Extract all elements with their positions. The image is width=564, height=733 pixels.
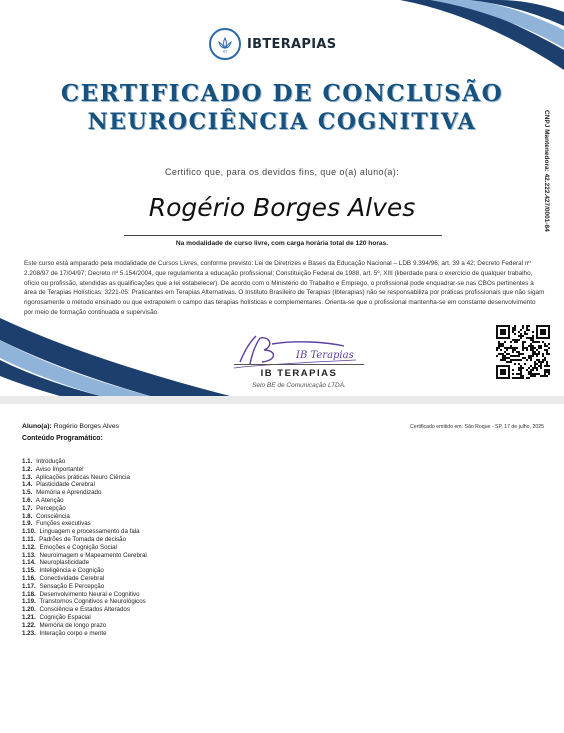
qr-code xyxy=(496,325,550,379)
brand-logo xyxy=(209,26,336,62)
list-item: 1.10. Linguagem e processamento da fala xyxy=(22,528,140,536)
signature-text: IB Terapias xyxy=(296,350,354,361)
certificate-subtitle: NEUROCIÊNCIA COGNITIVA xyxy=(87,109,477,135)
page-separator xyxy=(0,396,564,404)
list-item: 1.23. Interação corpo e mente xyxy=(22,629,107,637)
course-modality: Na modalidade de curso livre, com carga horária total de 120 horas. xyxy=(175,240,389,247)
aluno-label: Aluno(a): xyxy=(22,423,52,430)
list-item: 1.16. Conectividade Cerebral xyxy=(22,574,105,582)
aluno-name: Rogério Borges Alves xyxy=(53,423,120,430)
signature-caption: Selo BE de Comunicação LTDA. xyxy=(252,382,346,389)
list-item: 1.2. Aviso Importante! xyxy=(22,465,84,473)
list-item: 1.6. A Atenção xyxy=(22,496,64,504)
list-item: 1.7. Percepção xyxy=(22,504,66,512)
list-item: 1.8. Consciência xyxy=(22,512,70,520)
certificate-title: CERTIFICADO DE CONCLUSÃO xyxy=(60,80,504,107)
list-item: 1.18. Desenvolvimento Neural e Cognitivo xyxy=(22,590,140,598)
list-item: 1.4. Plasticidade Cerebral xyxy=(22,481,95,489)
list-item: 1.9. Funções executivas xyxy=(22,520,91,528)
back-student xyxy=(22,423,119,430)
lotus-icon xyxy=(209,28,241,60)
signature-script xyxy=(226,332,376,372)
list-item: 1.17. Sensação E Percepção xyxy=(22,582,105,590)
syllabus-list xyxy=(22,458,147,637)
cnpj-text: CNPJ Mantenedora: 42.222.427/0001-84 xyxy=(543,110,550,232)
list-item: 1.21. Cognição Espacial xyxy=(22,613,91,621)
list-item: 1.12. Emoções e Cognição Social xyxy=(22,543,117,551)
list-item: 1.11. Padrões de Tomada de decisão xyxy=(22,535,127,543)
signature-line xyxy=(234,364,364,365)
name-underline xyxy=(124,235,442,236)
list-item: 1.13. Neuroimagem e Mapeamento Cerebral xyxy=(22,551,147,559)
list-item: 1.3. Aplicações práticas Neuro Ciência xyxy=(22,473,130,481)
list-item: 1.22. Memória de longo prazo xyxy=(22,621,107,629)
list-item: 1.1. Introdução xyxy=(22,458,66,465)
syllabus-heading: Conteúdo Programático: xyxy=(22,435,103,442)
logo-text: IBTERAPIAS xyxy=(247,36,337,52)
list-item: 1.14. Neuroplasticidade xyxy=(22,559,90,567)
logo-small-text: IBT xyxy=(222,49,228,54)
student-name: Rogério Borges Alves xyxy=(148,193,416,222)
list-item: 1.15. Inteligência e Cognição xyxy=(22,567,104,575)
legal-text: Este curso está amparado pela modalidade de Cursos Livres, conforme previsto: Lei de Diretrizes e Bases da Educação Nacional – LDB 9.394/96, art. 39 a 42; Decreto Federal nº 2.208/97 de 17/04/97; Decreto nº 5.154/2004, que regulamenta a educação profissional; Constituição Federal de 1988, art. 5º, XIII (liberdade para o exercício de qualquer trabalho, ofício ou profissão, atendidas as qualificações que a lei estabelecer). De acordo com o Ministério do Trabalho e Emprego, o profissional pode enquadrar-se nas CBOs pertinentes à área de Terapias Holísticas: 3221-05: Praticantes em Terapias Alternativas. O Instituto Brasileiro de Terapias (Ibterapias) não se responsabiliza por práticas profissionais que não sigam rigorosamente o método ensinado ou que extrapolem o campo das terapias holísticas e complementares. Orienta-se que o profissional mantenha-se em constante desenvolvimento por meio de formação continuada e supervisão. xyxy=(24,260,545,316)
list-item: 1.5. Memória e Aprendizado xyxy=(22,489,102,497)
signature-name: IB TERAPIAS xyxy=(260,368,338,379)
issue-date: Certificado emitido em: São Roque - SP, 17 de julho, 2025 xyxy=(410,424,544,430)
certify-statement: Certifico que, para os devidos fins, que o(a) aluno(a): xyxy=(164,167,400,177)
list-item: 1.19. Transtornos Cognitivos e Neurológicos xyxy=(22,598,146,606)
list-item: 1.20. Consciência e Estados Alterados xyxy=(22,606,130,614)
